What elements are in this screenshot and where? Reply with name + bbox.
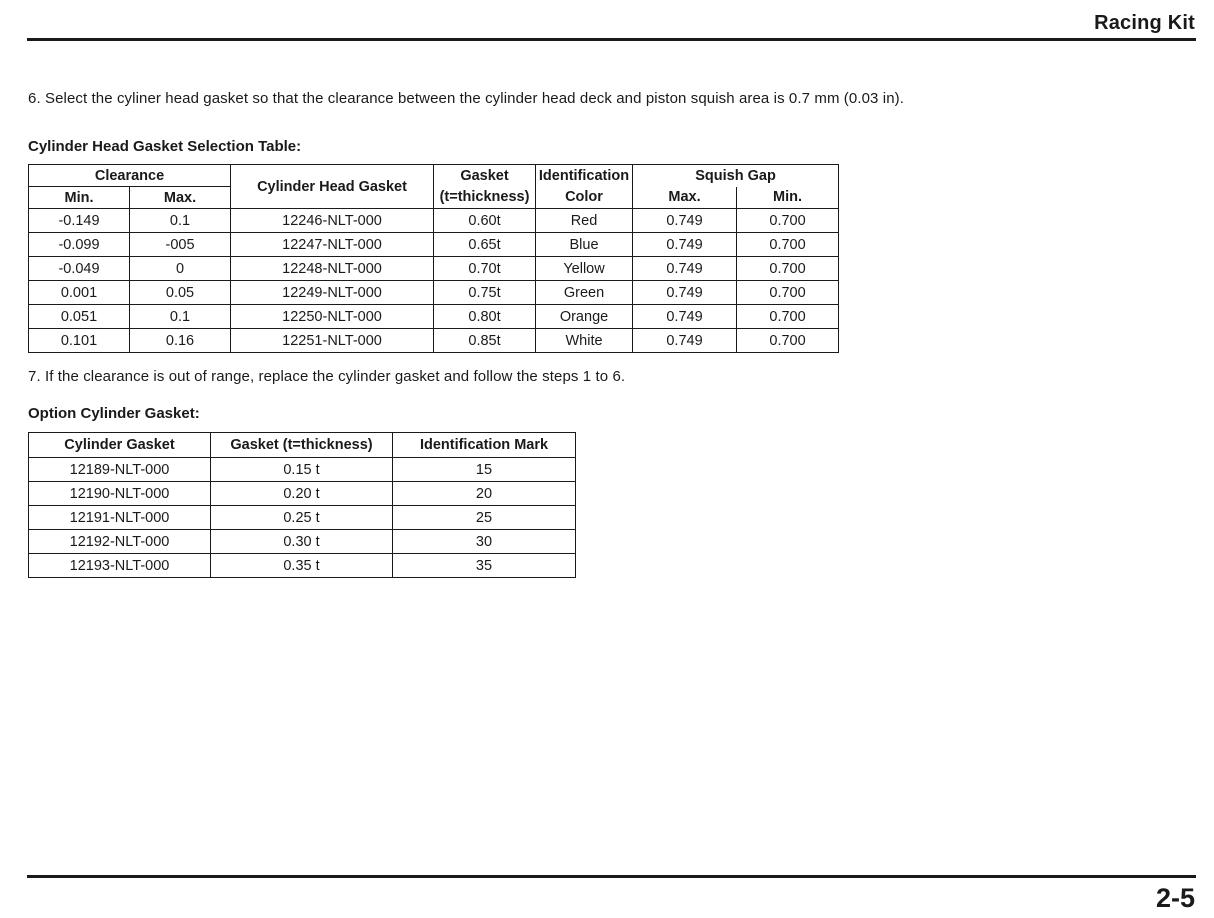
header-clearance-min: Min. <box>29 187 130 209</box>
cell-part-number: 12246-NLT-000 <box>231 209 434 233</box>
cell-color: Orange <box>536 305 633 329</box>
cell-clearance-max: -005 <box>130 233 231 257</box>
header-identification-mark: Identification Mark <box>393 433 576 458</box>
cell-thickness: 0.85t <box>434 329 536 353</box>
cell-squish-min: 0.700 <box>737 209 839 233</box>
cell-clearance-max: 0.05 <box>130 281 231 305</box>
cell-thickness: 0.65t <box>434 233 536 257</box>
cell-id-mark: 25 <box>393 506 576 530</box>
header-squish-gap: Squish Gap <box>633 165 839 187</box>
step-7-text: 7. If the clearance is out of range, replace the cylinder gasket and follow the steps 1 to 6. <box>28 368 626 385</box>
cell-part-number: 12247-NLT-000 <box>231 233 434 257</box>
cell-clearance-min: 0.001 <box>29 281 130 305</box>
cell-clearance-max: 0.1 <box>130 305 231 329</box>
cell-color: Yellow <box>536 257 633 281</box>
cell-clearance-max: 0.1 <box>130 209 231 233</box>
cell-clearance-min: 0.101 <box>29 329 130 353</box>
header-clearance-max: Max. <box>130 187 231 209</box>
option-table-heading: Option Cylinder Gasket: <box>28 405 200 422</box>
cell-squish-min: 0.700 <box>737 257 839 281</box>
cell-thickness: 0.30 t <box>211 530 393 554</box>
cell-clearance-min: -0.149 <box>29 209 130 233</box>
cell-part-number: 12191-NLT-000 <box>29 506 211 530</box>
cell-part-number: 12190-NLT-000 <box>29 482 211 506</box>
table-row <box>29 305 839 329</box>
cell-squish-max: 0.749 <box>633 257 737 281</box>
table-row <box>29 506 576 530</box>
cell-part-number: 12193-NLT-000 <box>29 554 211 578</box>
cell-id-mark: 20 <box>393 482 576 506</box>
cell-clearance-max: 0.16 <box>130 329 231 353</box>
cell-thickness: 0.20 t <box>211 482 393 506</box>
table-row <box>29 554 576 578</box>
cell-thickness: 0.70t <box>434 257 536 281</box>
header-gasket-thickness: Gasket (t=thickness) <box>211 433 393 458</box>
table-row <box>29 329 839 353</box>
table-row <box>29 281 839 305</box>
header-cylinder-head-gasket: Cylinder Head Gasket <box>231 165 434 209</box>
cell-clearance-min: 0.051 <box>29 305 130 329</box>
cell-squish-max: 0.749 <box>633 329 737 353</box>
table-row <box>29 530 576 554</box>
cell-part-number: 12249-NLT-000 <box>231 281 434 305</box>
selection-table-heading: Cylinder Head Gasket Selection Table: <box>28 138 302 155</box>
cell-id-mark: 15 <box>393 458 576 482</box>
cell-squish-max: 0.749 <box>633 233 737 257</box>
header-clearance: Clearance <box>29 165 231 187</box>
cell-part-number: 12248-NLT-000 <box>231 257 434 281</box>
cell-color: Blue <box>536 233 633 257</box>
cell-thickness: 0.25 t <box>211 506 393 530</box>
cell-clearance-max: 0 <box>130 257 231 281</box>
gasket-selection-table <box>28 164 839 353</box>
cell-color: Green <box>536 281 633 305</box>
cell-id-mark: 30 <box>393 530 576 554</box>
table-row <box>29 482 576 506</box>
page-number: 2-5 <box>1155 883 1195 913</box>
cell-clearance-min: -0.049 <box>29 257 130 281</box>
step-6-text: 6. Select the cyliner head gasket so that the clearance between the cylinder head deck and piston squish area is 0.7 mm (0.03 in). <box>28 90 905 107</box>
cell-part-number: 12189-NLT-000 <box>29 458 211 482</box>
header-squish-min: Min. <box>737 187 839 209</box>
cell-id-mark: 35 <box>393 554 576 578</box>
header-thickness: (t=thickness) <box>434 187 536 209</box>
cell-thickness: 0.15 t <box>211 458 393 482</box>
header-squish-max: Max. <box>633 187 737 209</box>
cell-thickness: 0.35 t <box>211 554 393 578</box>
header-cylinder-gasket: Cylinder Gasket <box>29 433 211 458</box>
table-row <box>29 209 839 233</box>
cell-color: Red <box>536 209 633 233</box>
cell-squish-min: 0.700 <box>737 281 839 305</box>
page-header-title: Racing Kit <box>1094 12 1195 34</box>
cell-squish-min: 0.700 <box>737 329 839 353</box>
table-row <box>29 458 576 482</box>
cell-thickness: 0.80t <box>434 305 536 329</box>
table-row <box>29 233 839 257</box>
footer-rule <box>27 875 1196 878</box>
cell-squish-max: 0.749 <box>633 281 737 305</box>
header-rule <box>27 38 1196 41</box>
cell-squish-min: 0.700 <box>737 233 839 257</box>
header-identification: Identification <box>536 165 633 187</box>
table-row <box>29 257 839 281</box>
cell-thickness: 0.60t <box>434 209 536 233</box>
cell-squish-max: 0.749 <box>633 209 737 233</box>
cell-color: White <box>536 329 633 353</box>
cell-thickness: 0.75t <box>434 281 536 305</box>
header-gasket: Gasket <box>434 165 536 187</box>
cell-part-number: 12251-NLT-000 <box>231 329 434 353</box>
cell-squish-min: 0.700 <box>737 305 839 329</box>
cell-squish-max: 0.749 <box>633 305 737 329</box>
cell-part-number: 12250-NLT-000 <box>231 305 434 329</box>
option-gasket-table <box>28 432 576 578</box>
header-color: Color <box>536 187 633 209</box>
cell-clearance-min: -0.099 <box>29 233 130 257</box>
cell-part-number: 12192-NLT-000 <box>29 530 211 554</box>
